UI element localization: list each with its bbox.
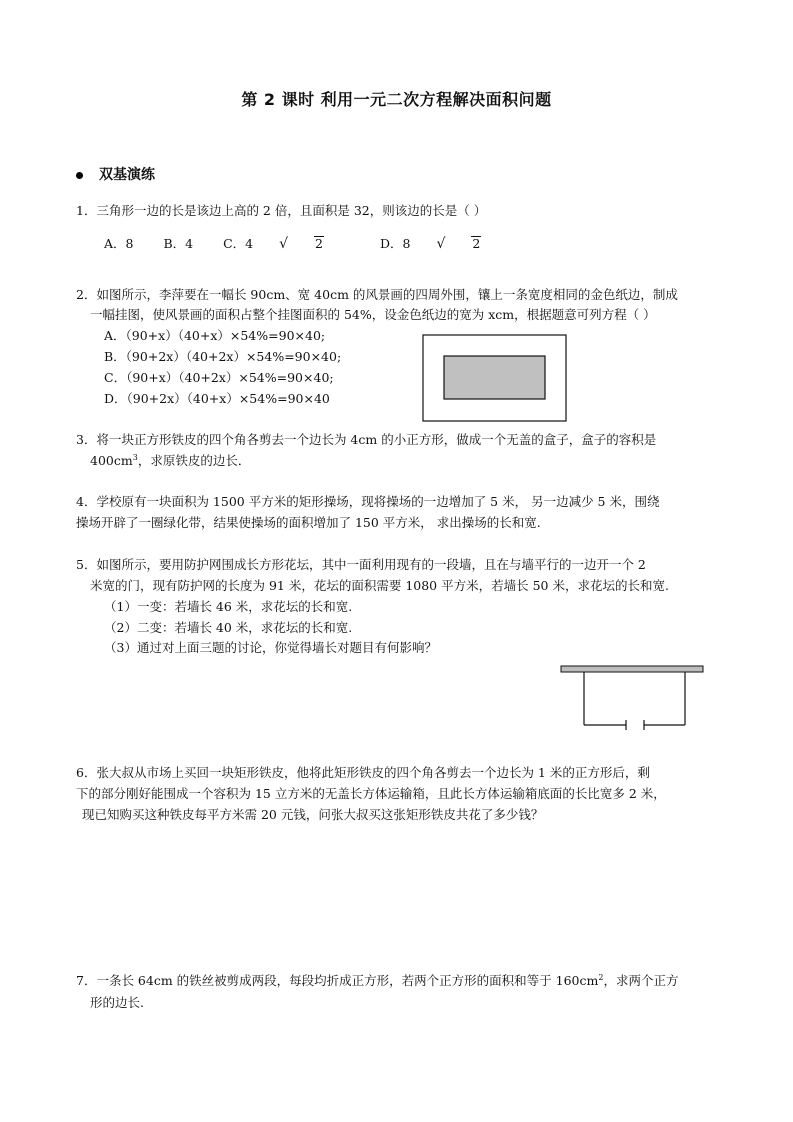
- question-4-line-1: 4．学校原有一块面积为 1500 平方米的矩形操场，现将操场的一边增加了 5 米， 另一边减少 5 米，围绕: [76, 494, 660, 509]
- question-6-line-2: 下的部分刚好能围成一个容积为 15 立方米的无盖长方体运输箱，且此长方体运输箱底面的长比宽多 2 米，: [76, 786, 666, 801]
- question-5-line-1: 5．如图所示，要用防护网围成长方形花坛，其中一面利用现有的一段墙，且在与墙平行的一边开一个 2: [76, 557, 646, 572]
- question-3-line-2: $400cm^3$，求原铁皮的边长．: [90, 452, 251, 468]
- garden-wall-figure: [558, 664, 708, 734]
- section-heading: [76, 164, 155, 184]
- q1-option-d: D．8 √ 2: [379, 236, 481, 252]
- sqrt-icon: √: [279, 236, 289, 252]
- q2-option-d: D．（90+2x）（40+x）×54%=90×40: [104, 391, 330, 406]
- bullet-icon: [76, 172, 83, 179]
- page-title: 第 2 课时 利用一元二次方程解决面积问题: [241, 90, 552, 109]
- framed-painting-figure: [420, 332, 570, 424]
- question-6-line-1: 6．张大叔从市场上买回一块矩形铁皮，他将此矩形铁皮的四个角各剪去一个边长为 1 米的正方形后，剩: [76, 765, 650, 780]
- question-2-line-1: 2．如图所示，李萍要在一幅长 90cm、宽 40cm 的风景画的四周外围，镶上一条宽度相同的金色纸边，制成: [76, 287, 678, 302]
- q1-option-b: B．4: [163, 236, 194, 251]
- q2-option-c: C．（90+x）（40+2x）×54%=90×40;: [104, 370, 334, 385]
- question-2-line-2: 一幅挂图，使风景画的面积占整个挂图面积的 54%，设金色纸边的宽为 xcm，根据题意可列方程（ ）: [90, 307, 656, 322]
- question-5-sub-2: （2）二变：若墙长 40 米，求花坛的长和宽.: [104, 620, 353, 635]
- q1-option-c: C．4 √ 2: [223, 236, 323, 252]
- question-5-sub-1: （1）一变：若墙长 46 米，求花坛的长和宽.: [104, 599, 353, 614]
- question-1-options: [104, 236, 533, 252]
- q1-option-a: A．8: [104, 236, 134, 251]
- question-7-line-1: 7．一条长 64cm 的铁丝被剪成两段，每段均折成正方形，若两个正方形的面积和等于 $160cm^2$，求两个正方: [76, 972, 679, 988]
- question-6-line-3: 现已知购买这种铁皮每平方米需 20 元钱，问张大叔买这张矩形铁皮共花了多少钱？: [82, 807, 544, 822]
- section-label: 双基演练: [99, 167, 155, 183]
- q2-option-a: A．（90+x）（40+x）×54%=90×40;: [104, 328, 326, 343]
- question-7-line-2: 形的边长.: [90, 995, 144, 1010]
- painting-inner: [444, 356, 545, 399]
- q2-option-b: B．（90+2x）（40+2x）×54%=90×40;: [104, 349, 342, 364]
- question-5-sub-3: （3）通过对上面三题的讨论，你觉得墙长对题目有何影响？: [104, 640, 437, 655]
- wall: [561, 666, 703, 672]
- question-3-line-1: 3．将一块正方形铁皮的四个角各剪去一个边长为 4cm 的小正方形，做成一个无盖的盒子，盒子的容积是: [76, 432, 657, 447]
- sqrt-icon: √: [436, 236, 446, 252]
- question-1: 1．三角形一边的长是该边上高的 2 倍，且面积是 32，则该边的长是（ ）: [76, 203, 487, 218]
- question-5-line-2: 米宽的门，现有防护网的长度为 91 米，花坛的面积需要 1080 平方米，若墙长 50 米，求花坛的长和宽.: [90, 578, 669, 593]
- question-4-line-2: 操场开辟了一圈绿化带，结果使操场的面积增加了 150 平方米， 求出操场的长和宽.: [76, 515, 541, 530]
